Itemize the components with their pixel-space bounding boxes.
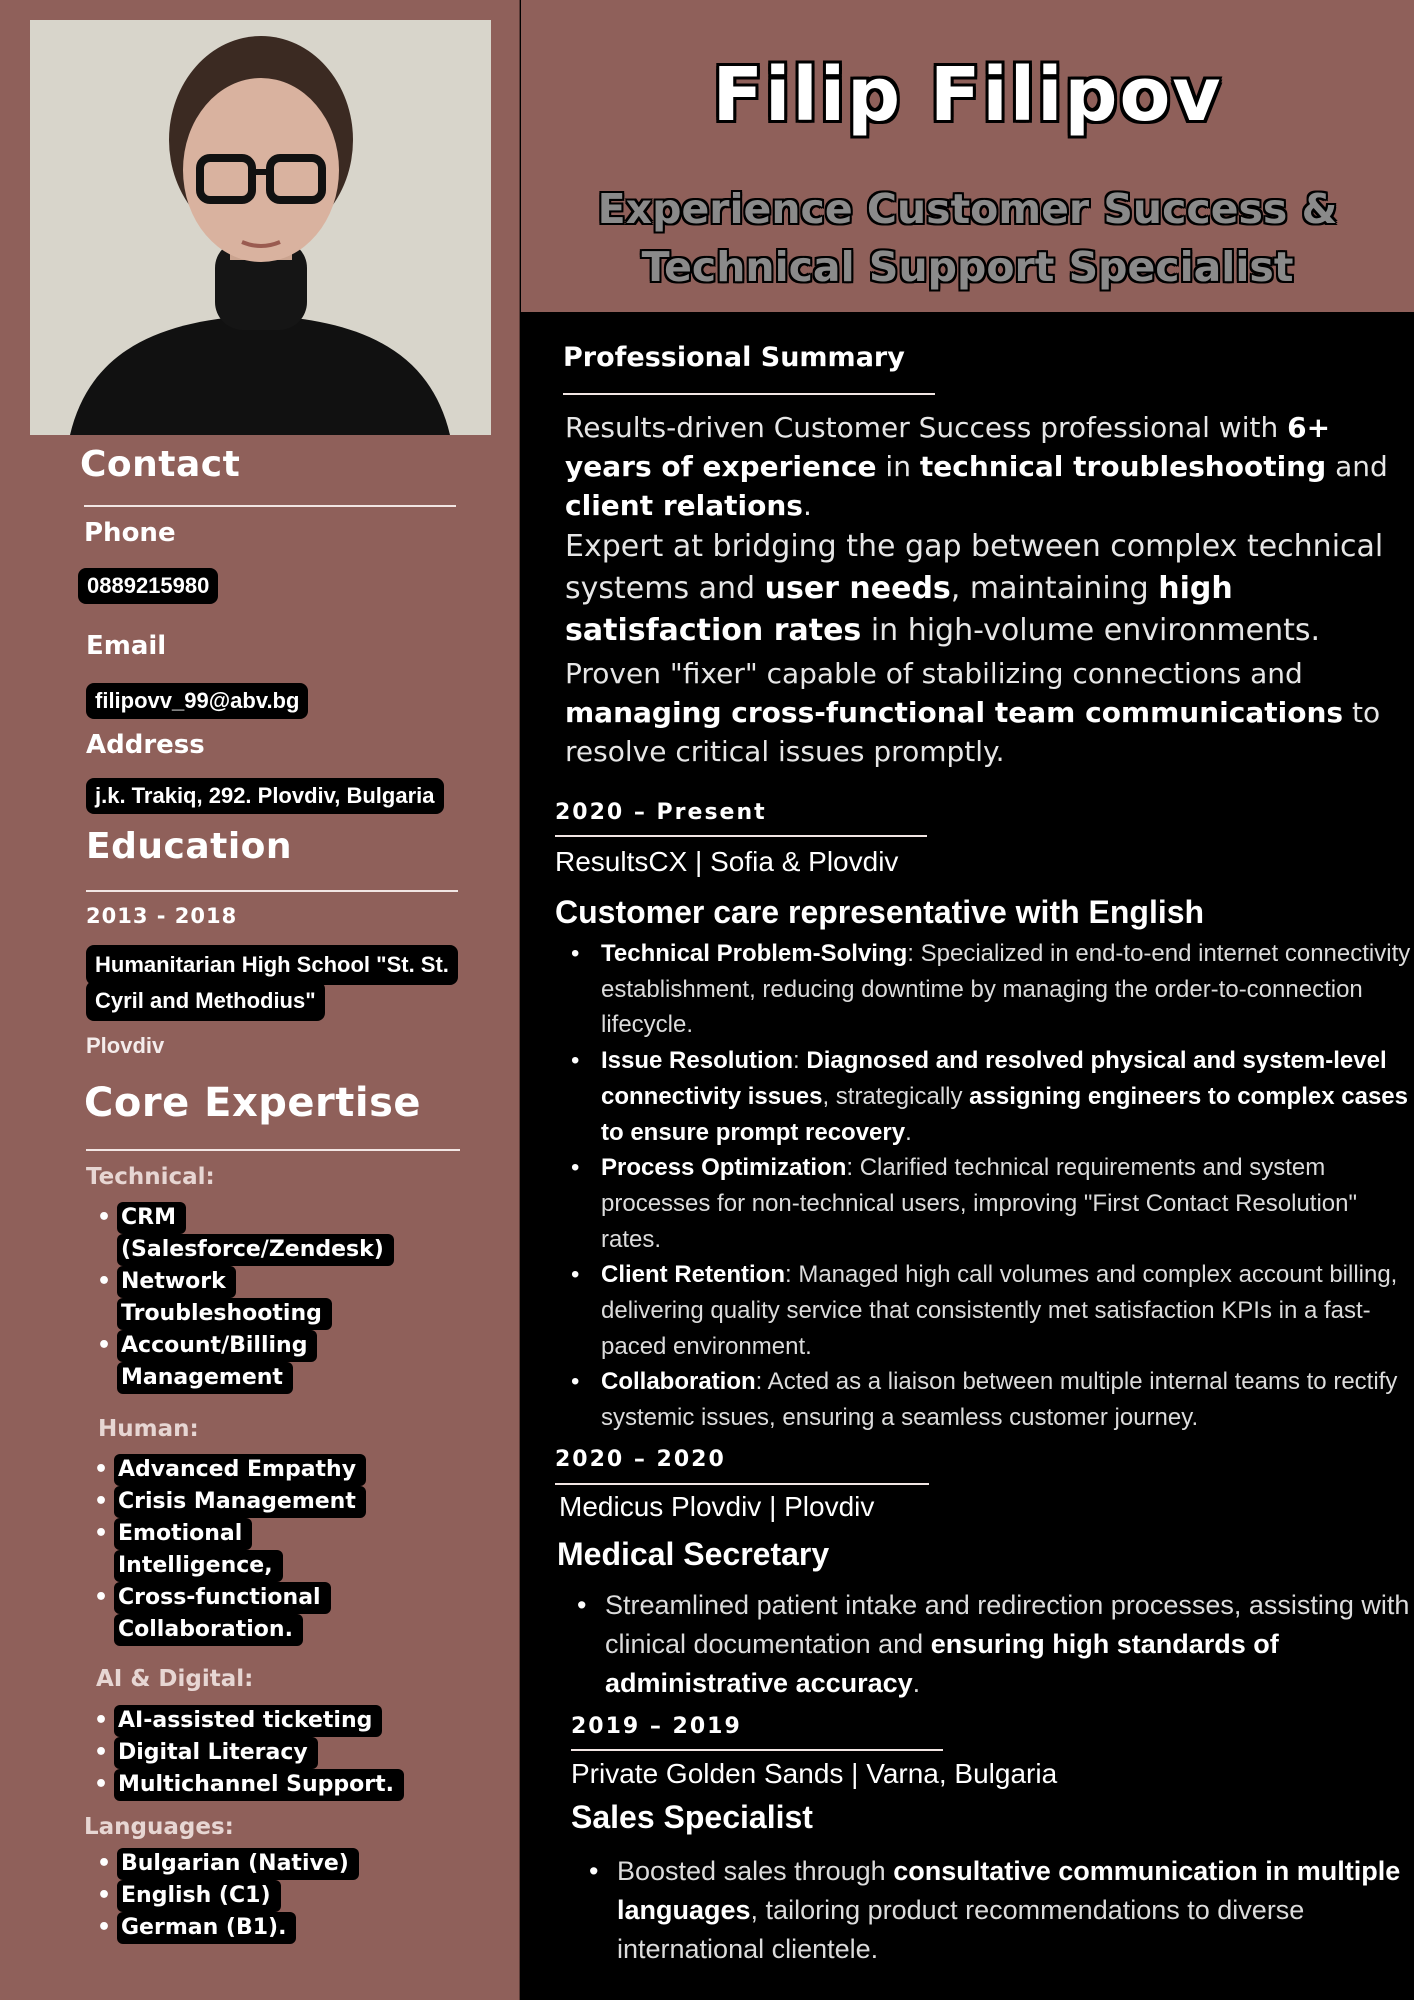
job-company: ResultsCX | Sofia & Plovdiv bbox=[555, 846, 899, 877]
technical-skills-list bbox=[95, 1202, 394, 1394]
summary-paragraph: Proven "fixer" capable of stabilizing connections and managing cross-functional team communications to resolve critical issues promptly. bbox=[565, 657, 1381, 768]
skill-item: • Account/Billing Management bbox=[95, 1330, 394, 1394]
responsibility-item: • Streamlined patient intake and redirection processes, assisting with clinical documentation and ensuring high standards of administrative accuracy. bbox=[561, 1586, 1411, 1703]
email-value: filipovv_99@abv.bg bbox=[86, 683, 308, 719]
responsibility-item: • Boosted sales through consultative communication in multiple languages, tailoring product recommendations to diverse international clientele. bbox=[573, 1852, 1411, 1969]
summary-paragraph: Expert at bridging the gap between complex technical systems and user needs, maintaining high satisfaction rates in high-volume environments. bbox=[565, 529, 1384, 648]
skill-item: • Digital Literacy bbox=[92, 1737, 404, 1769]
phone-label: Phone bbox=[84, 518, 176, 548]
ai-digital-skills-list bbox=[92, 1705, 404, 1801]
responsibility-item: • Process Optimization: Clarified technical requirements and system processes for non-technical users, improving "First Contact Resolution" rates. bbox=[555, 1150, 1411, 1257]
sidebar bbox=[0, 0, 520, 2000]
education-years: 2013 - 2018 bbox=[86, 904, 238, 928]
job-role: Sales Specialist bbox=[571, 1799, 813, 1835]
job-company: Private Golden Sands | Varna, Bulgaria bbox=[571, 1758, 1058, 1789]
skill-item: • Multichannel Support. bbox=[92, 1769, 404, 1801]
candidate-title bbox=[521, 180, 1414, 296]
human-skills-list bbox=[92, 1454, 366, 1646]
email-label: Email bbox=[86, 631, 167, 661]
skill-item: • AI-assisted ticketing bbox=[92, 1705, 404, 1737]
language-item: • English (C1) bbox=[95, 1880, 359, 1912]
job-company: Medicus Plovdiv | Plovdiv bbox=[559, 1491, 875, 1522]
school-name-line: Cyril and Methodius" bbox=[86, 981, 325, 1021]
job-divider bbox=[555, 1483, 929, 1485]
language-item: • German (B1). bbox=[95, 1912, 359, 1944]
job-responsibilities bbox=[573, 1852, 1411, 1969]
candidate-name: Filip Filipov bbox=[712, 52, 1223, 138]
contact-divider bbox=[84, 505, 456, 507]
school-name-line: Humanitarian High School "St. St. bbox=[86, 945, 458, 985]
responsibility-item: • Collaboration: Acted as a liaison between multiple internal teams to rectify systemic issues, ensuring a seamless customer journey. bbox=[555, 1364, 1411, 1435]
education-city: Plovdiv bbox=[86, 1033, 165, 1058]
languages-list bbox=[95, 1848, 359, 1944]
expertise-divider bbox=[86, 1149, 460, 1151]
job-responsibilities bbox=[561, 1586, 1411, 1703]
contact-heading: Contact bbox=[80, 444, 241, 485]
job-responsibilities bbox=[555, 936, 1411, 1436]
human-skills-label: Human: bbox=[98, 1416, 199, 1442]
summary-paragraph: Results-driven Customer Success professional with 6+ years of experience in technical troubleshooting and client relations. bbox=[565, 411, 1388, 522]
job-role: Customer care representative with English bbox=[555, 894, 1205, 930]
skill-item: • Cross-functional Collaboration. bbox=[92, 1582, 366, 1646]
responsibility-item: • Client Retention: Managed high call volumes and complex account billing, delivering quality service that consistently met satisfaction KPIs in a fast-paced environment. bbox=[555, 1257, 1411, 1364]
resume-header bbox=[521, 0, 1414, 312]
address-value: j.k. Trakiq, 292. Plovdiv, Bulgaria bbox=[86, 778, 444, 814]
skill-item: • Crisis Management bbox=[92, 1486, 366, 1518]
language-item: • Bulgarian (Native) bbox=[95, 1848, 359, 1880]
address-label: Address bbox=[86, 730, 205, 760]
education-divider bbox=[86, 890, 458, 892]
education-heading: Education bbox=[86, 826, 293, 867]
profile-photo bbox=[30, 20, 491, 435]
technical-skills-label: Technical: bbox=[86, 1164, 215, 1190]
candidate-title-line: Technical Support Specialist bbox=[641, 243, 1294, 291]
skill-item: • Advanced Empathy bbox=[92, 1454, 366, 1486]
job-divider bbox=[571, 1749, 943, 1751]
job-period: 2020 – 2020 bbox=[555, 1447, 726, 1472]
skill-item: • Emotional Intelligence, bbox=[92, 1518, 366, 1582]
skill-item: • Network Troubleshooting bbox=[95, 1266, 394, 1330]
job-period: 2019 – 2019 bbox=[571, 1714, 742, 1739]
summary-divider bbox=[563, 393, 935, 395]
person-portrait-icon bbox=[30, 20, 491, 435]
candidate-title-line: Experience Customer Success & bbox=[597, 185, 1338, 233]
summary-heading: Professional Summary bbox=[563, 342, 905, 373]
job-period: 2020 – Present bbox=[555, 800, 767, 825]
school-name bbox=[86, 945, 458, 1021]
languages-label: Languages: bbox=[84, 1814, 234, 1840]
skill-item: • CRM (Salesforce/Zendesk) bbox=[95, 1202, 394, 1266]
job-divider bbox=[555, 835, 927, 837]
phone-value: 0889215980 bbox=[78, 568, 218, 604]
responsibility-item: • Issue Resolution: Diagnosed and resolved physical and system-level connectivity issues, strategically assigning engineers to complex cases to ensure prompt recovery. bbox=[555, 1043, 1411, 1150]
core-expertise-heading: Core Expertise bbox=[84, 1080, 421, 1126]
job-role: Medical Secretary bbox=[557, 1536, 830, 1572]
responsibility-item: • Technical Problem-Solving: Specialized in end-to-end internet connectivity establishment, reducing downtime by managing the order-to-connection lifecycle. bbox=[555, 936, 1411, 1043]
ai-digital-skills-label: AI & Digital: bbox=[96, 1666, 254, 1692]
